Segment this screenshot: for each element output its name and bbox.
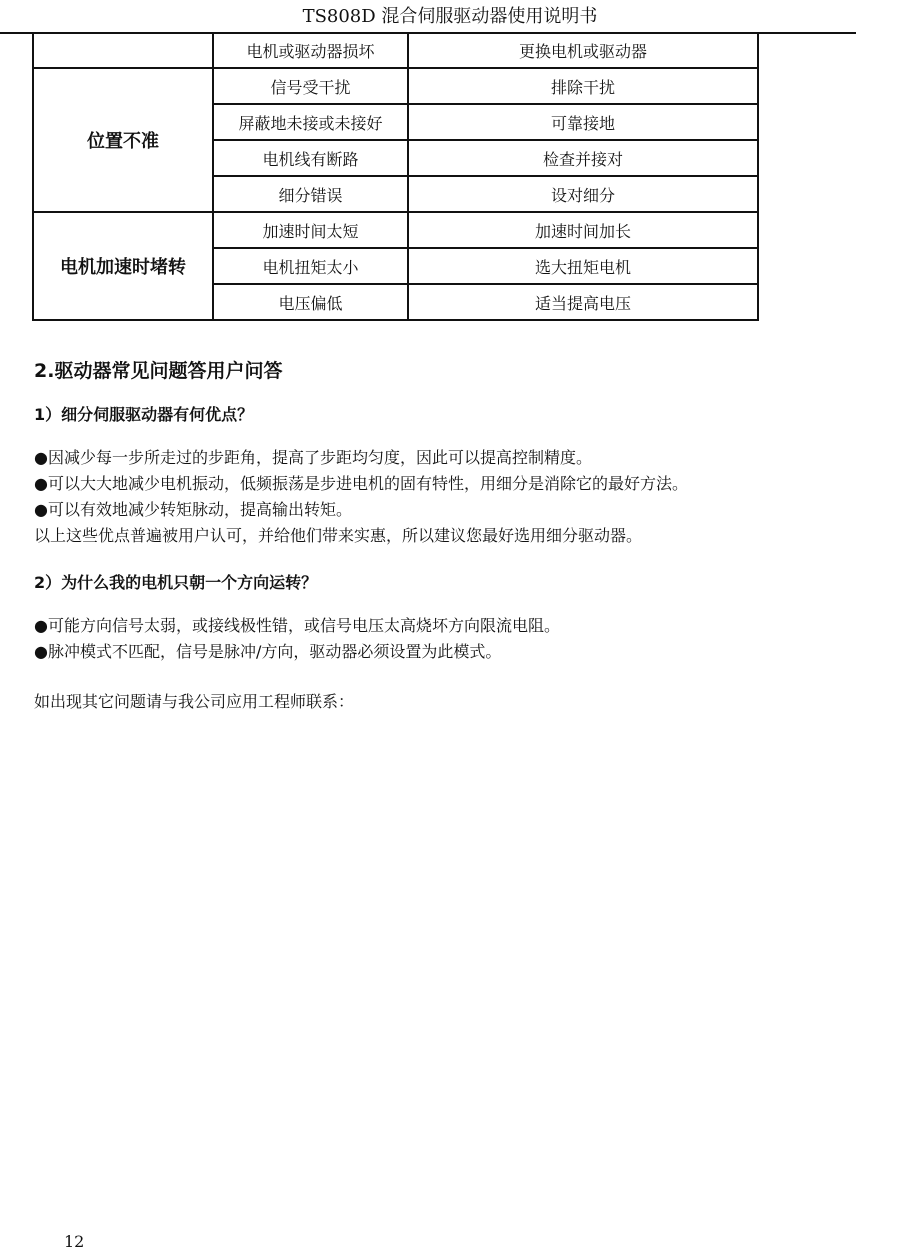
page-number: 12	[64, 1232, 85, 1251]
table-cell-cause: 细分错误	[213, 176, 408, 212]
q2-bullet: ●可能方向信号太弱，或接线极性错，或信号电压太高烧坏方向限流电阻。	[34, 616, 560, 635]
table-cell-solution: 可靠接地	[408, 104, 758, 140]
question-2-title: 2）为什么我的电机只朝一个方向运转？	[34, 573, 318, 592]
table-cell-solution: 选大扭矩电机	[408, 248, 758, 284]
table-cell-cause: 电机线有断路	[213, 140, 408, 176]
section-title: 2.驱动器常见问题答用户问答	[34, 360, 283, 382]
table-cell-cause: 电机或驱动器损坏	[213, 33, 408, 68]
q1-bullet: ●可以有效地减少转矩脉动，提高输出转矩。	[34, 500, 352, 519]
question-1-title: 1）细分伺服驱动器有何优点？	[34, 405, 254, 424]
table-cell-solution: 检查并接对	[408, 140, 758, 176]
table-cell-cause: 加速时间太短	[213, 212, 408, 248]
table-row	[33, 33, 758, 68]
contact-line: 如出现其它问题请与我公司应用工程师联系：	[34, 692, 355, 711]
table-cell-cause: 屏蔽地未接或未接好	[213, 104, 408, 140]
table-cell-symptom-empty	[33, 33, 213, 68]
table-row	[33, 212, 758, 248]
q1-bullet: ●因减少每一步所走过的步距角，提高了步距均匀度，因此可以提高控制精度。	[34, 448, 592, 467]
table-cell-symptom: 位置不准	[33, 68, 213, 212]
table-cell-cause: 电机扭矩太小	[213, 248, 408, 284]
q2-bullet: ●脉冲模式不匹配，信号是脉冲/方向，驱动器必须设置为此模式。	[34, 642, 502, 661]
table-cell-solution: 排除干扰	[408, 68, 758, 104]
table-cell-solution: 更换电机或驱动器	[408, 33, 758, 68]
troubleshooting-table	[32, 33, 759, 321]
table-cell-symptom: 电机加速时堵转	[33, 212, 213, 320]
table-cell-solution: 加速时间加长	[408, 212, 758, 248]
table-cell-cause: 信号受干扰	[213, 68, 408, 104]
q1-bullet: ●可以大大地减少电机振动，低频振荡是步进电机的固有特性，用细分是消除它的最好方法。	[34, 474, 688, 493]
table-row	[33, 68, 758, 104]
table-cell-solution: 设对细分	[408, 176, 758, 212]
table-cell-solution: 适当提高电压	[408, 284, 758, 320]
q1-summary: 以上这些优点普遍被用户认可，并给他们带来实惠，所以建议您最好选用细分驱动器。	[34, 526, 643, 545]
running-header: TS808D 混合伺服驱动器使用说明书	[302, 6, 598, 27]
table-cell-cause: 电压偏低	[213, 284, 408, 320]
